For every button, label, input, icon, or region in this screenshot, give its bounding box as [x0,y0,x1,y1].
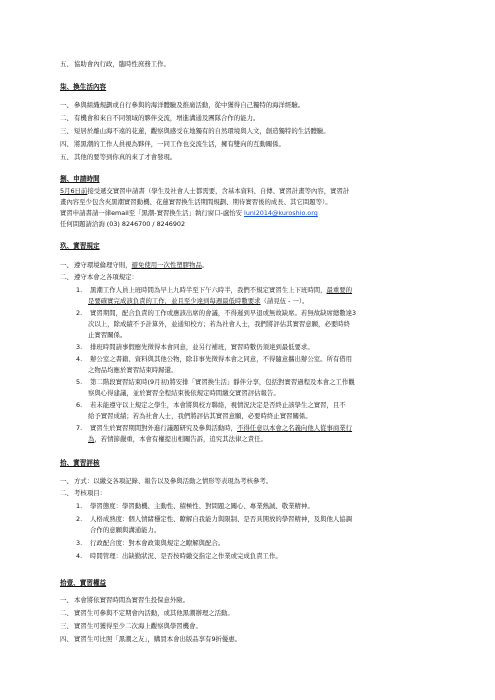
rules-subitem [76,343,314,351]
activities-item [60,114,259,122]
subitem-text: 行政配合度：對本會政策與規定之瞭解與配合。 [90,539,225,547]
rules-subitem-continuation [88,297,308,305]
application-paragraph-line [60,209,318,217]
subitem-text: 排班時間請事假應先徵得本會同意，並另行補班，實習時數仍須達到最低要求。 [90,343,314,351]
subitem-text-emphasis: 是要確實完成該負責的工作，並且至少達到每週最低時數要求 [88,297,261,305]
subitem-number: 6. [76,401,83,409]
item-number: 二、 [60,114,73,122]
section-heading-evaluation: 拾、實習評核 [60,459,100,467]
application-paragraph-line [60,187,349,195]
subitem-number: 7. [76,424,83,432]
section-heading-rules: 玖、實習規定 [60,242,100,250]
activities-item [60,140,285,148]
subitem-text: 第二階段實習結束時(9月初)將安排「實習換生活」靜伴分享，包括對實習過程及本會之工作觀 [90,378,355,386]
evaluation-subitem [76,552,282,560]
subitem-number: 2. [76,309,83,317]
rules-subitem-continuation: 止實習關係。 [88,331,127,339]
subitem-text: 實習生於實習期間對外進行議題研究及參與活動時， [90,424,238,432]
rules-item [60,261,208,269]
activities-item [60,153,176,161]
rules-item [60,273,138,281]
contact-phone: 任何問題請洽詢 (03) 8246700 / 8246902 [60,220,186,228]
subitem-text: 實習期間，配合負責的工作或應該出席的會議，不得遲到早退或無故缺席。若無故缺席總數達3 [90,309,357,317]
item-number: 一、 [60,101,73,109]
section-heading-benefits: 拾壹、實習權益 [60,579,107,587]
section-heading-application: 捌、申請時間 [60,175,100,183]
rules-subitem-continuation: 次以上，除成績不予計算外，並通知校方；若為社會人士，我們將評估其實習意願，必要時終 [88,320,351,328]
item-text: 有機會和來自不同領域的夥伴交流，增進溝通及團隊合作的能力。 [74,114,260,122]
activities-item [60,127,330,135]
evaluation-subitem-continuation [76,526,160,534]
item-text: 短居於離山海不遠的花蓮，觀察與感受在地獨有的自然環境與人文，創造獨特的生活體驗。 [74,127,330,135]
item-number: 二、 [60,273,73,281]
item-text: 遵守本會之各項規定： [74,273,138,281]
item-text: 實習生可參與不定期會內活動，或其他黑潮辦理之活動。 [74,609,234,617]
item-number: 二、 [60,489,73,497]
application-text: 接受遞交實習申請書（學生及社會人士都需要，含基本資料、自傳、實習計畫等內容，實習計 [87,187,350,195]
subitem-number: 1. [76,502,83,510]
subitem-number: 4. [76,355,83,363]
rules-subitem-continuation [88,435,267,443]
item-text: 實習生可獲得至少二次海上觀察與學習機會。 [74,622,202,630]
item-number: 四、 [60,635,73,643]
item-number: 一、 [60,477,73,485]
top-list-item [60,60,170,68]
benefits-item [60,596,189,604]
item-text: 考核項目： [74,489,106,497]
subitem-number: 3. [76,539,83,547]
rules-subitem [76,309,356,317]
deadline-date: 5月6日前 [60,187,88,195]
subitem-text: 合作的意願與溝通能力。 [90,526,161,534]
item-number: 五、 [60,153,73,161]
top-item-number: 五、 [60,60,73,68]
evaluation-subitem [76,502,314,510]
item-number: 一、 [60,261,73,269]
item-number: 四、 [60,140,73,148]
item-text: 遵守環境倫理守則， [74,261,132,269]
subitem-number: 4. [76,552,83,560]
evaluation-item [60,489,106,497]
rules-subitem-continuation: 察與心得建議，並於實習全程結束後依規定時間繳交實習評估報告。 [88,389,280,397]
subitem-text-emphasis: 不得任意以本會之名義向他人從事商業行 [237,424,353,432]
benefits-item [60,609,234,617]
rules-subitem [76,286,352,294]
subitem-number: 1. [76,286,83,294]
item-number: 三、 [60,127,73,135]
item-text: 參與組織規劃或自行參與的海洋體驗及推廣活動，從中獲得自己獨特的海洋經驗。 [74,101,305,109]
subitem-text: 若未能遵守以上規定之學生，本會將與校方聯絡，視情況決定是否終止該學生之實習，且不 [90,401,346,409]
subitem-text: 辦公室之書籍、資料與其他公物，除非事先徵得本會之同意，不得隨意攜出辦公室。所有借用 [90,355,353,363]
benefits-item [60,622,202,630]
rules-subitem-continuation: 之物品均應於實習結束時歸還。 [88,366,178,374]
activities-item [60,101,304,109]
item-text: 其他的要等到你真的來了才會發現。 [74,153,177,161]
section-heading-activities: 柒、換生活內容 [60,83,107,91]
item-text-emphasis: 避免使用一次性塑膠物品 [131,261,202,269]
subitem-number: 5. [76,378,83,386]
subitem-text: （請見伍 - 一）。 [260,297,309,305]
subitem-number: 2. [76,515,83,523]
evaluation-subitem [76,539,224,547]
subitem-text-emphasis: 為 [88,435,95,443]
application-paragraph-line: 畫內容至少包含夾黑潮實習動機、花蓮實習換生活期間規劃、期待實習後的成長、其它問題等）。 [60,198,332,206]
rules-subitem-continuation: 給予實習成績；若為社會人士，我們將評估其實習意願，必要時終止實習關係。 [88,412,312,420]
item-number: 一、 [60,596,73,604]
item-text: 將黑潮的工作人員視為夥伴，一同工作也交流生活，擁有雙向的互動關係。 [74,140,285,148]
subitem-text: 黑潮工作人員上班時間為早上九時半至下午六時半，我們不規定實習生上下班時間， [90,286,327,294]
rules-subitem [76,424,352,432]
item-number: 二、 [60,609,73,617]
application-text: 實習申請書請一律email至「黑潮-實習換生活」執行窗口-盧怡安 [60,209,245,217]
subitem-text: 學習態度：學習動機、主動性、積極性、對問題之關心、專業熱誠、敬業精神。 [90,502,314,510]
item-text: 。 [201,261,209,269]
item-text: 方式：以繳交各項記錄、報告以及參與活動之情形等表現為考核參考。 [74,477,273,485]
subitem-number: 3. [76,343,83,351]
rules-subitem [76,355,352,363]
item-number: 三、 [60,622,73,630]
rules-subitem [76,378,355,386]
subitem-text: 人格成熟度：個人情緒穩定性、瞭解自我能力與限制、是否具開放的學習精神，及與他人協調 [90,515,353,523]
benefits-item [60,635,241,643]
subitem-text: ，若情節嚴重，本會有權提出相關告訴，追究其法律之責任。 [94,435,267,443]
evaluation-subitem [76,515,352,523]
rules-subitem [76,401,346,409]
item-text: 本會將依實習時間為實習生投保意外險。 [74,596,190,604]
contact-email-link[interactable]: luni2014@kuroshio.org [244,209,318,217]
evaluation-item [60,477,272,485]
subitem-text: 時間管理：出缺勤狀況、是否按時繳交指定之作業或完成負責工作。 [90,552,282,560]
subitem-text-emphasis: 最重要的 [326,286,353,294]
top-item-text: 協助會內行政，臨時性庶務工作。 [74,60,170,68]
item-text: 實習生可比照「黑潮之友」，購買本會出版品享有9折優惠。 [74,635,242,643]
